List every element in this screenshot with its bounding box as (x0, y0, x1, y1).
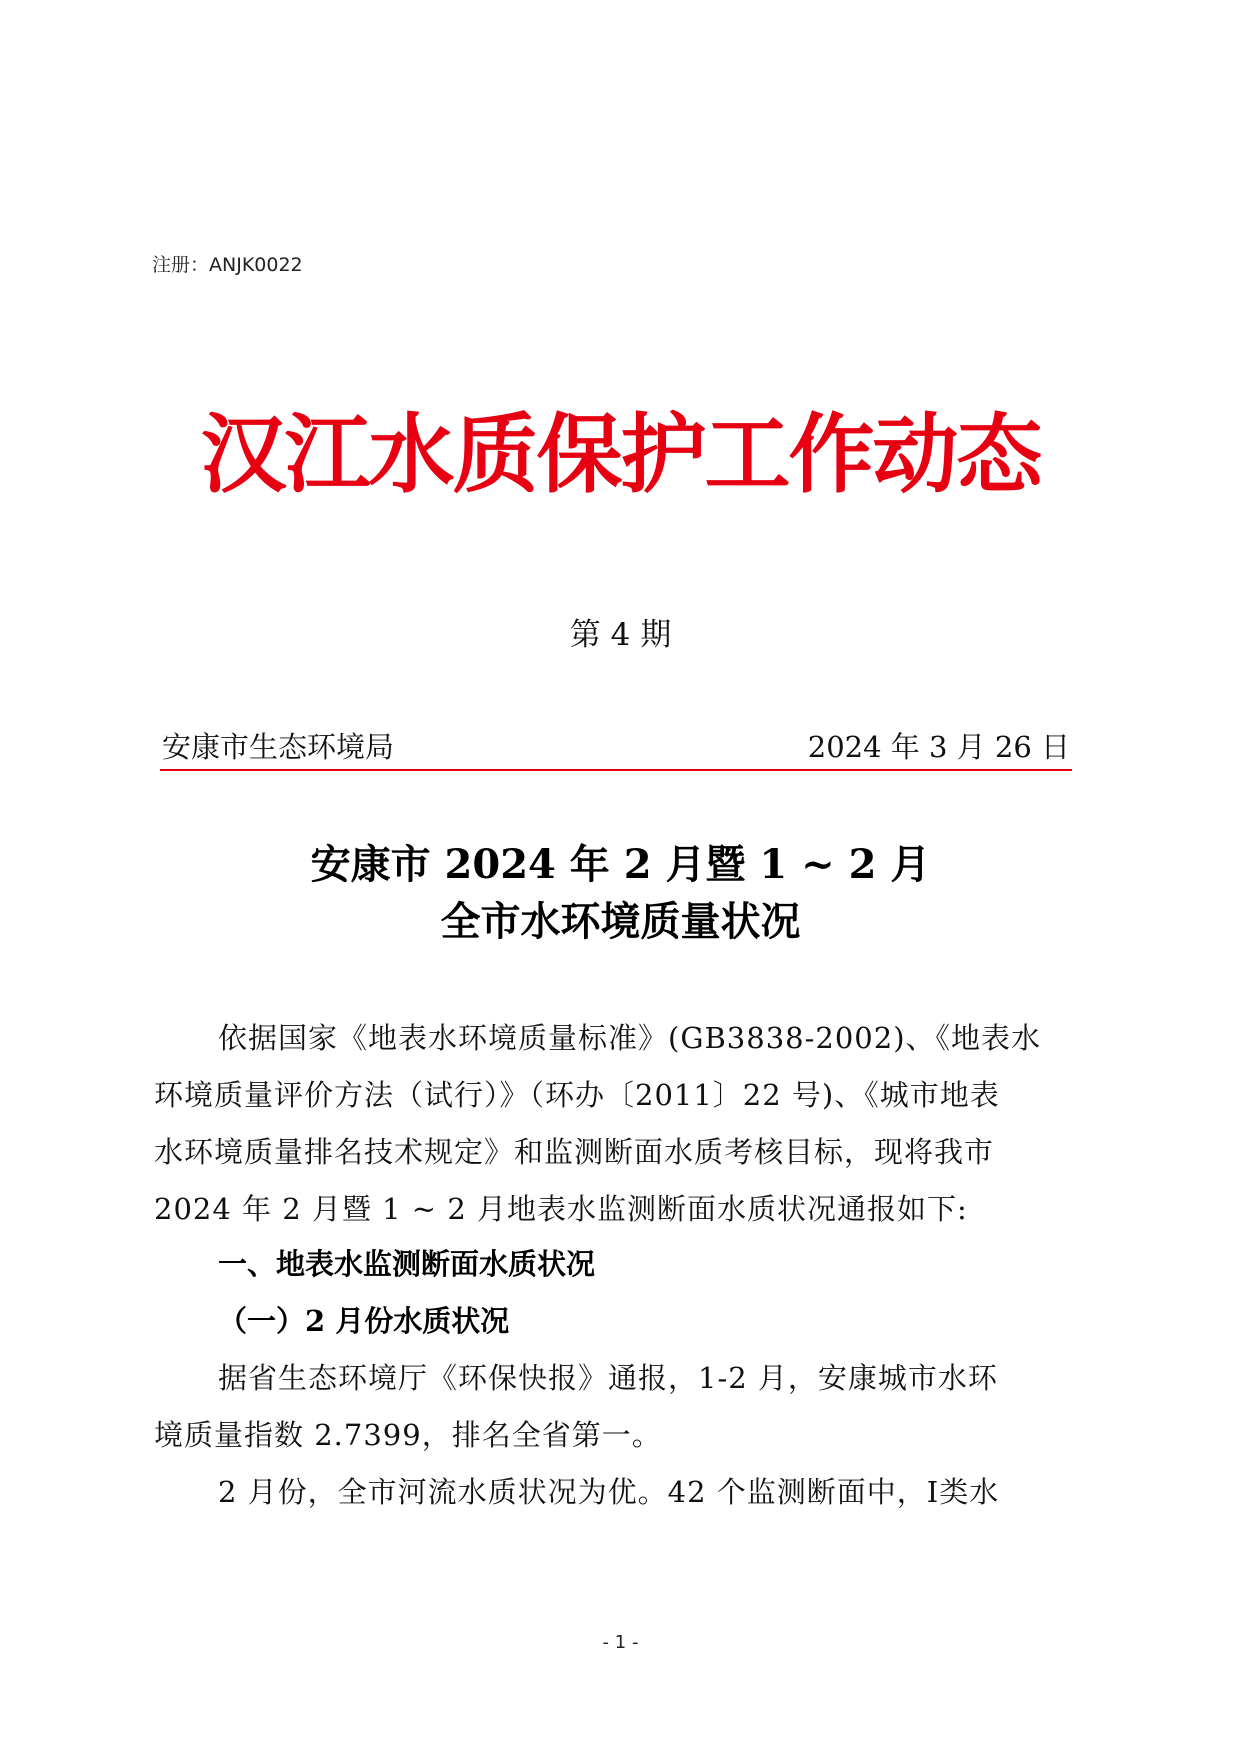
document-title-line-2: 全市水环境质量状况 (440, 898, 801, 945)
page-number: - 1 - (602, 1632, 639, 1653)
intro-line: 2024 年 2 月暨 1 ~ 2 月地表水监测断面水质状况通报如下: (154, 1192, 968, 1226)
publisher-name: 安康市生态环境局 (162, 730, 395, 764)
intro-paragraph (154, 1010, 1074, 1238)
issue-number: 第 4 期 (569, 617, 672, 653)
publisher-date-line (160, 727, 1072, 771)
masthead-title: 汉江水质保护工作动态 (200, 404, 1041, 505)
intro-line: 水环境质量排名技术规定》和监测断面水质考核目标，现将我市 (154, 1135, 995, 1169)
intro-line: 环境质量评价方法（试行）》（环办〔2011〕22 号)、《城市地表 (154, 1078, 1000, 1112)
body-line: 境质量指数 2.7399，排名全省第一。 (154, 1418, 662, 1452)
body-line: 2 月份，全市河流水质状况为优。42 个监测断面中，Ⅰ类水 (218, 1475, 1000, 1509)
body-paragraph-monthly (154, 1464, 1074, 1521)
registration-number: 注册：ANJK0022 (152, 254, 303, 276)
body-line: 据省生态环境厅《环保快报》通报，1-2 月，安康城市水环 (218, 1361, 998, 1395)
body-paragraph-index (154, 1350, 1074, 1464)
intro-line: 依据国家《地表水环境质量标准》(GB3838-2002)、《地表水 (218, 1021, 1042, 1055)
section-heading: 一、地表水监测断面水质状况 (218, 1247, 596, 1281)
document-title-line-1: 安康市 2024 年 2 月暨 1 ~ 2 月 (310, 841, 931, 888)
subsection-heading: （一）2 月份水质状况 (218, 1304, 510, 1338)
issue-date: 2024 年 3 月 26 日 (807, 730, 1070, 764)
